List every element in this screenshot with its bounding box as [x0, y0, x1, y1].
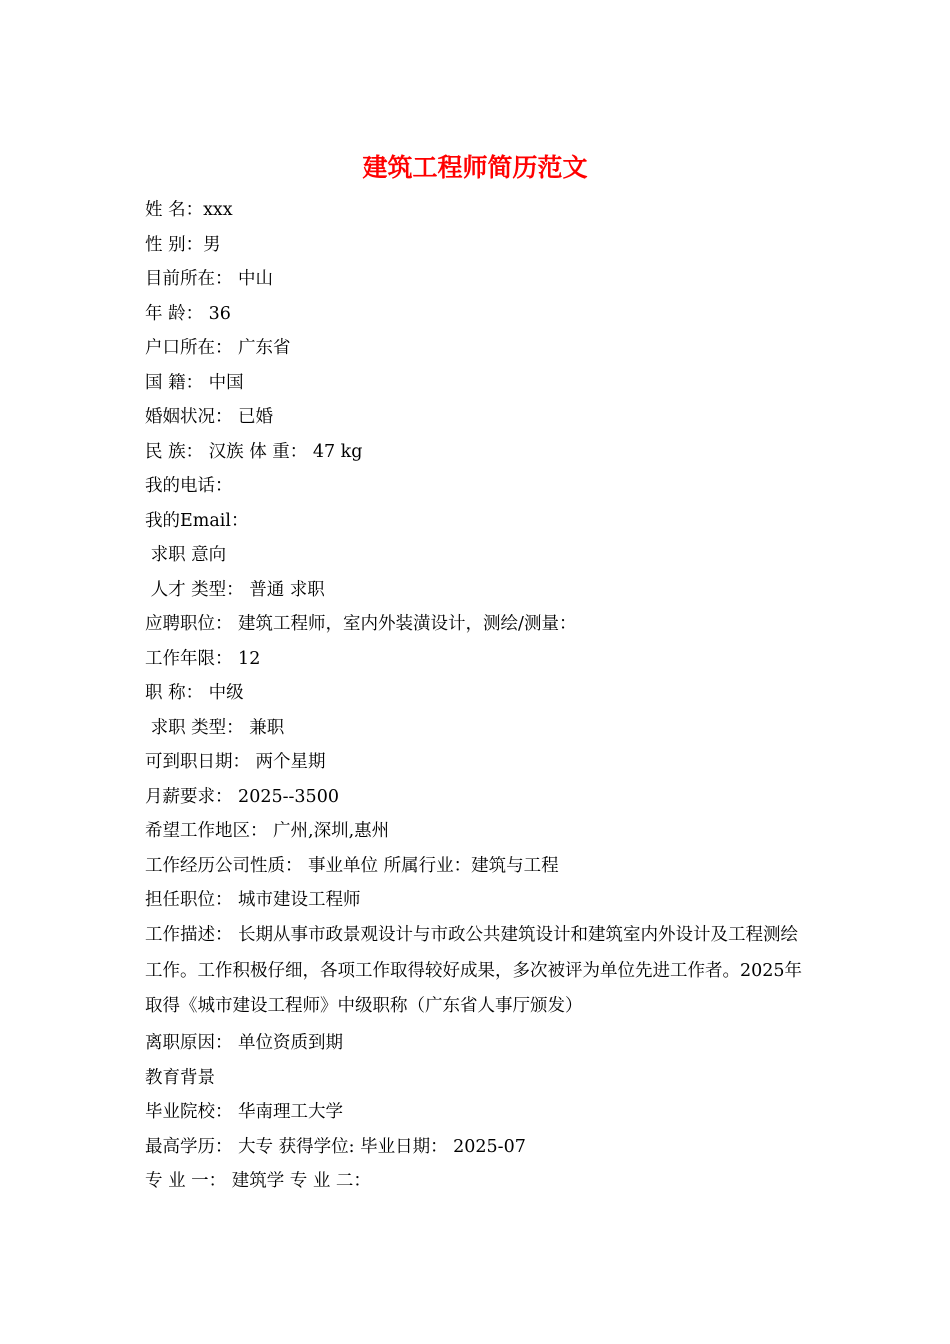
info-line-school: 毕业院校： 华南理工大学	[145, 1102, 344, 1122]
info-line-age: 年 龄： 36	[145, 303, 231, 324]
document-title: 建筑工程师简历范文	[362, 153, 588, 182]
info-line-major: 专 业 一： 建筑学 专 业 二：	[145, 1171, 371, 1191]
info-line-position-applied: 应聘职位： 建筑工程师，室内外装潢设计，测绘/测量：	[145, 614, 577, 634]
info-line-leave-reason: 离职原因： 单位资质到期	[145, 1033, 344, 1053]
info-line-company-nature: 工作经历公司性质： 事业单位 所属行业：建筑与工程	[145, 855, 559, 876]
info-line-work-years: 工作年限： 12	[145, 648, 261, 669]
info-line-marital-status: 婚姻状况： 已婚	[145, 407, 274, 427]
info-line-name: 姓 名：xxx	[145, 200, 233, 220]
info-line-title: 职 称： 中级	[145, 683, 244, 703]
info-line-position-held: 担任职位： 城市建设工程师	[145, 890, 361, 910]
info-line-nationality: 国 籍： 中国	[145, 372, 244, 393]
info-line-hukou: 户口所在： 广东省	[145, 338, 291, 358]
info-line-available-date: 可到职日期： 两个星期	[145, 752, 326, 772]
info-line-current-location: 目前所在： 中山	[145, 269, 274, 289]
info-line-degree: 最高学历： 大专 获得学位: 毕业日期： 2025-07	[145, 1136, 526, 1157]
work-description-paragraph: 工作描述： 长期从事市政景观设计与市政公共建筑设计和建筑室内外设计及工程测绘工作。工作积极仔细，各项工作取得较好成果，多次被评为单位先进工作者。2025年取得《城市建设工程师》中级职称（广东省人事厅颁发）	[145, 925, 803, 1016]
info-line-preferred-area: 希望工作地区： 广州,深圳,惠州	[145, 821, 390, 841]
info-line-job-type: 求职 类型： 兼职	[145, 717, 285, 738]
section-job-intention: 求职 意向	[145, 545, 227, 565]
info-line-phone: 我的电话：	[145, 476, 233, 496]
section-education: 教育背景	[145, 1067, 215, 1088]
resume-info-list	[145, 193, 825, 918]
info-line-email: 我的Email：	[145, 510, 249, 531]
education-info-list	[145, 1026, 825, 1199]
info-line-talent-type: 人才 类型： 普通 求职	[145, 579, 325, 600]
info-line-gender: 性 别：男	[145, 234, 221, 255]
info-line-salary: 月薪要求： 2025--3500	[145, 786, 339, 807]
info-line-ethnicity-weight: 民 族： 汉族 体 重： 47 kg	[145, 441, 363, 462]
